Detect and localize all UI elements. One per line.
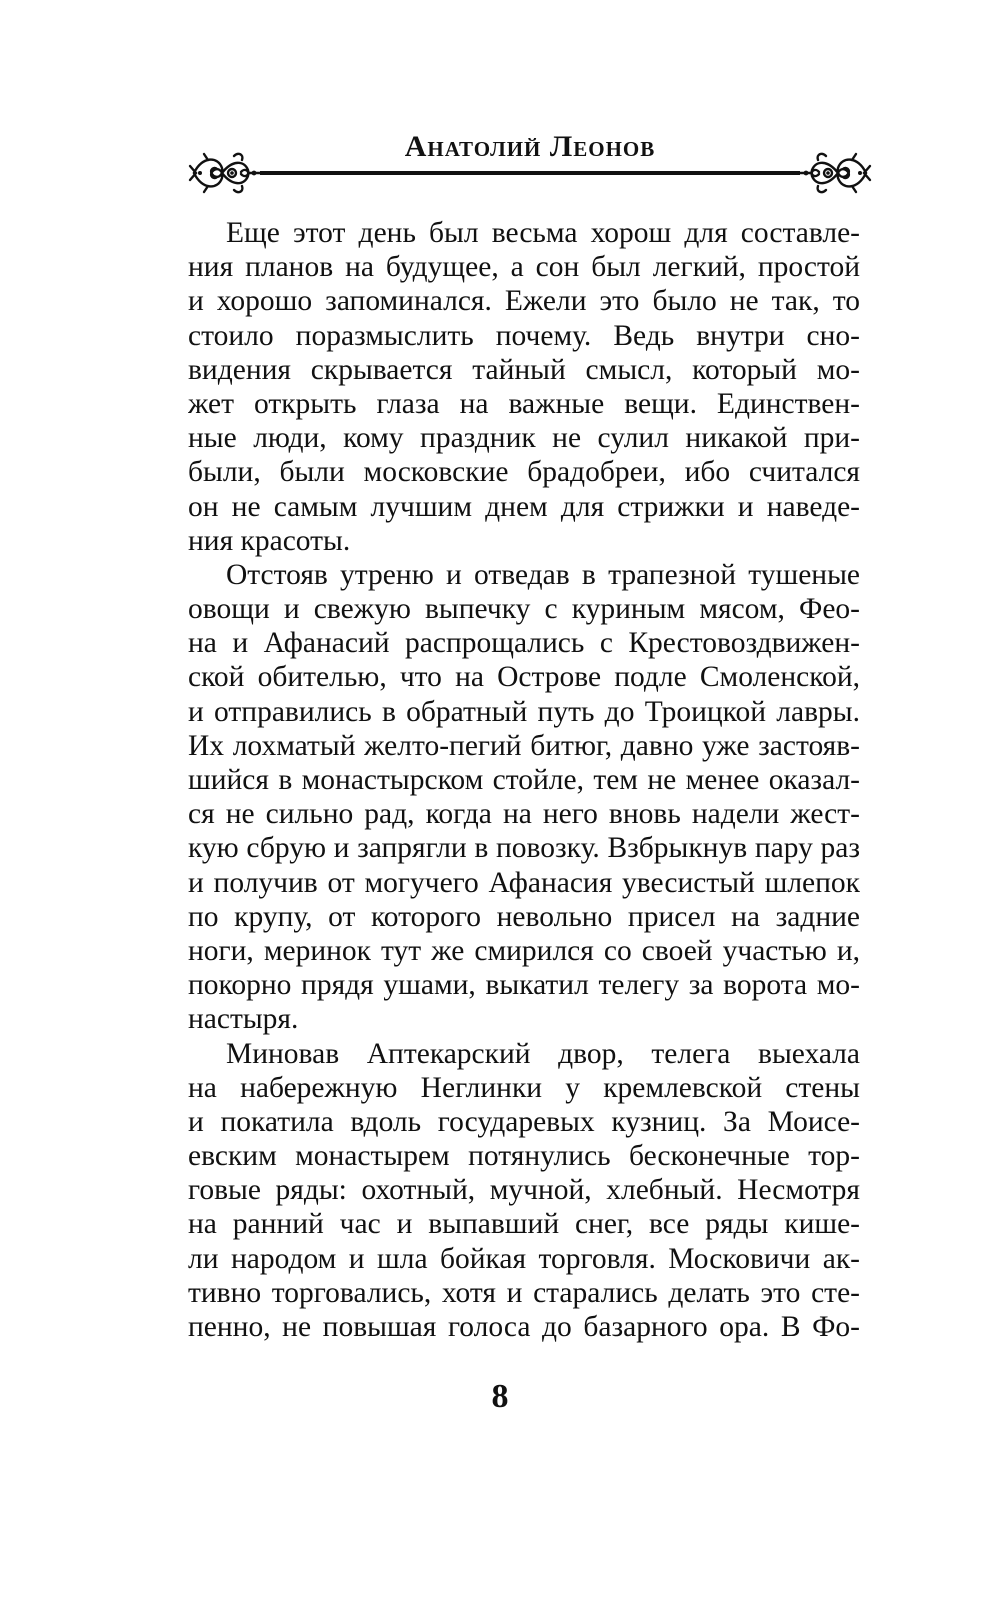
text-line: и покатила вдоль государевых кузниц. За Моисе- [188,1105,860,1138]
text-line: Отстояв утреню и отведав в трапезной тушеные [226,558,860,591]
text-line: и хорошо запоминался. Ежели это было не так, то [188,285,860,318]
text-line: настыря. [188,1003,299,1036]
text-line: на ранний час и выпавший снег, все ряды кише- [188,1208,860,1241]
text-line: стоило поразмыслить почему. Ведь внутри сно- [188,319,860,352]
text-line: ные люди, кому праздник не сулил никакой при- [188,422,860,455]
text-line: евским монастырем потянулись бесконечные тор- [188,1140,860,1173]
text-line: на и Афанасий распрощались с Крестовоздвижен- [188,627,860,660]
text-line: пенно, не повышая голоса до базарного ора. В Фо- [188,1311,860,1343]
text-line: ния красоты. [188,524,351,557]
running-header [190,128,870,192]
text-line: жет открыть глаза на важные вещи. Единствен- [188,387,860,420]
text-line: кую сбрую и запрягли в повозку. Взбрыкнув пару раз [188,832,860,865]
right-ornament-icon [790,148,872,198]
text-line: и получив от могучего Афанасия увесистый шлепок [188,866,860,899]
text-line: ния планов на будущее, а сон был легкий, простой [188,251,860,284]
text-line: ноги, меринок тут же смирился со своей участью и, [188,934,860,967]
text-line: Еще этот день был весьма хорош для составле- [226,217,860,249]
text-line: Миновав Аптекарский двор, телега выехала [226,1037,860,1070]
author-name: Анатолий Леонов [404,130,656,163]
page-number: 8 [491,1378,509,1415]
text-line: тивно торговались, хотя и старались делать это сте- [188,1276,860,1309]
body-text [188,216,860,1344]
text-line: видения скрывается тайный смысл, который мо- [188,353,860,386]
text-line: Их лохматый желто-пегий битюг, давно уже застояв- [188,729,860,762]
text-line: он не самым лучшим днем для стрижки и наведе- [188,490,860,523]
text-line: говые ряды: охотный, мучной, хлебный. Несмотря [188,1174,860,1207]
text-line: ли народом и шла бойкая торговля. Московичи ак- [188,1242,860,1275]
text-line: овощи и свежую выпечку с куриным мясом, Фео- [188,593,860,626]
text-line: ской обителью, что на Острове подле Смоленской, [188,661,860,694]
text-line: покорно прядя ушами, выкатил телегу за ворота мо- [188,969,860,1002]
text-line: ся не сильно рад, когда на него вновь надели жест- [188,798,860,831]
header-rule [260,171,800,175]
text-line: были, были московские брадобреи, ибо считался [188,456,860,489]
text-line: и отправились в обратный путь до Троицкой лавры. [188,695,860,728]
text-line: на набережную Неглинки у кремлевской стены [188,1071,860,1104]
text-line: по крупу, от которого невольно присел на задние [188,900,860,933]
text-line: шийся в монастырском стойле, тем не менее оказал- [188,764,860,796]
